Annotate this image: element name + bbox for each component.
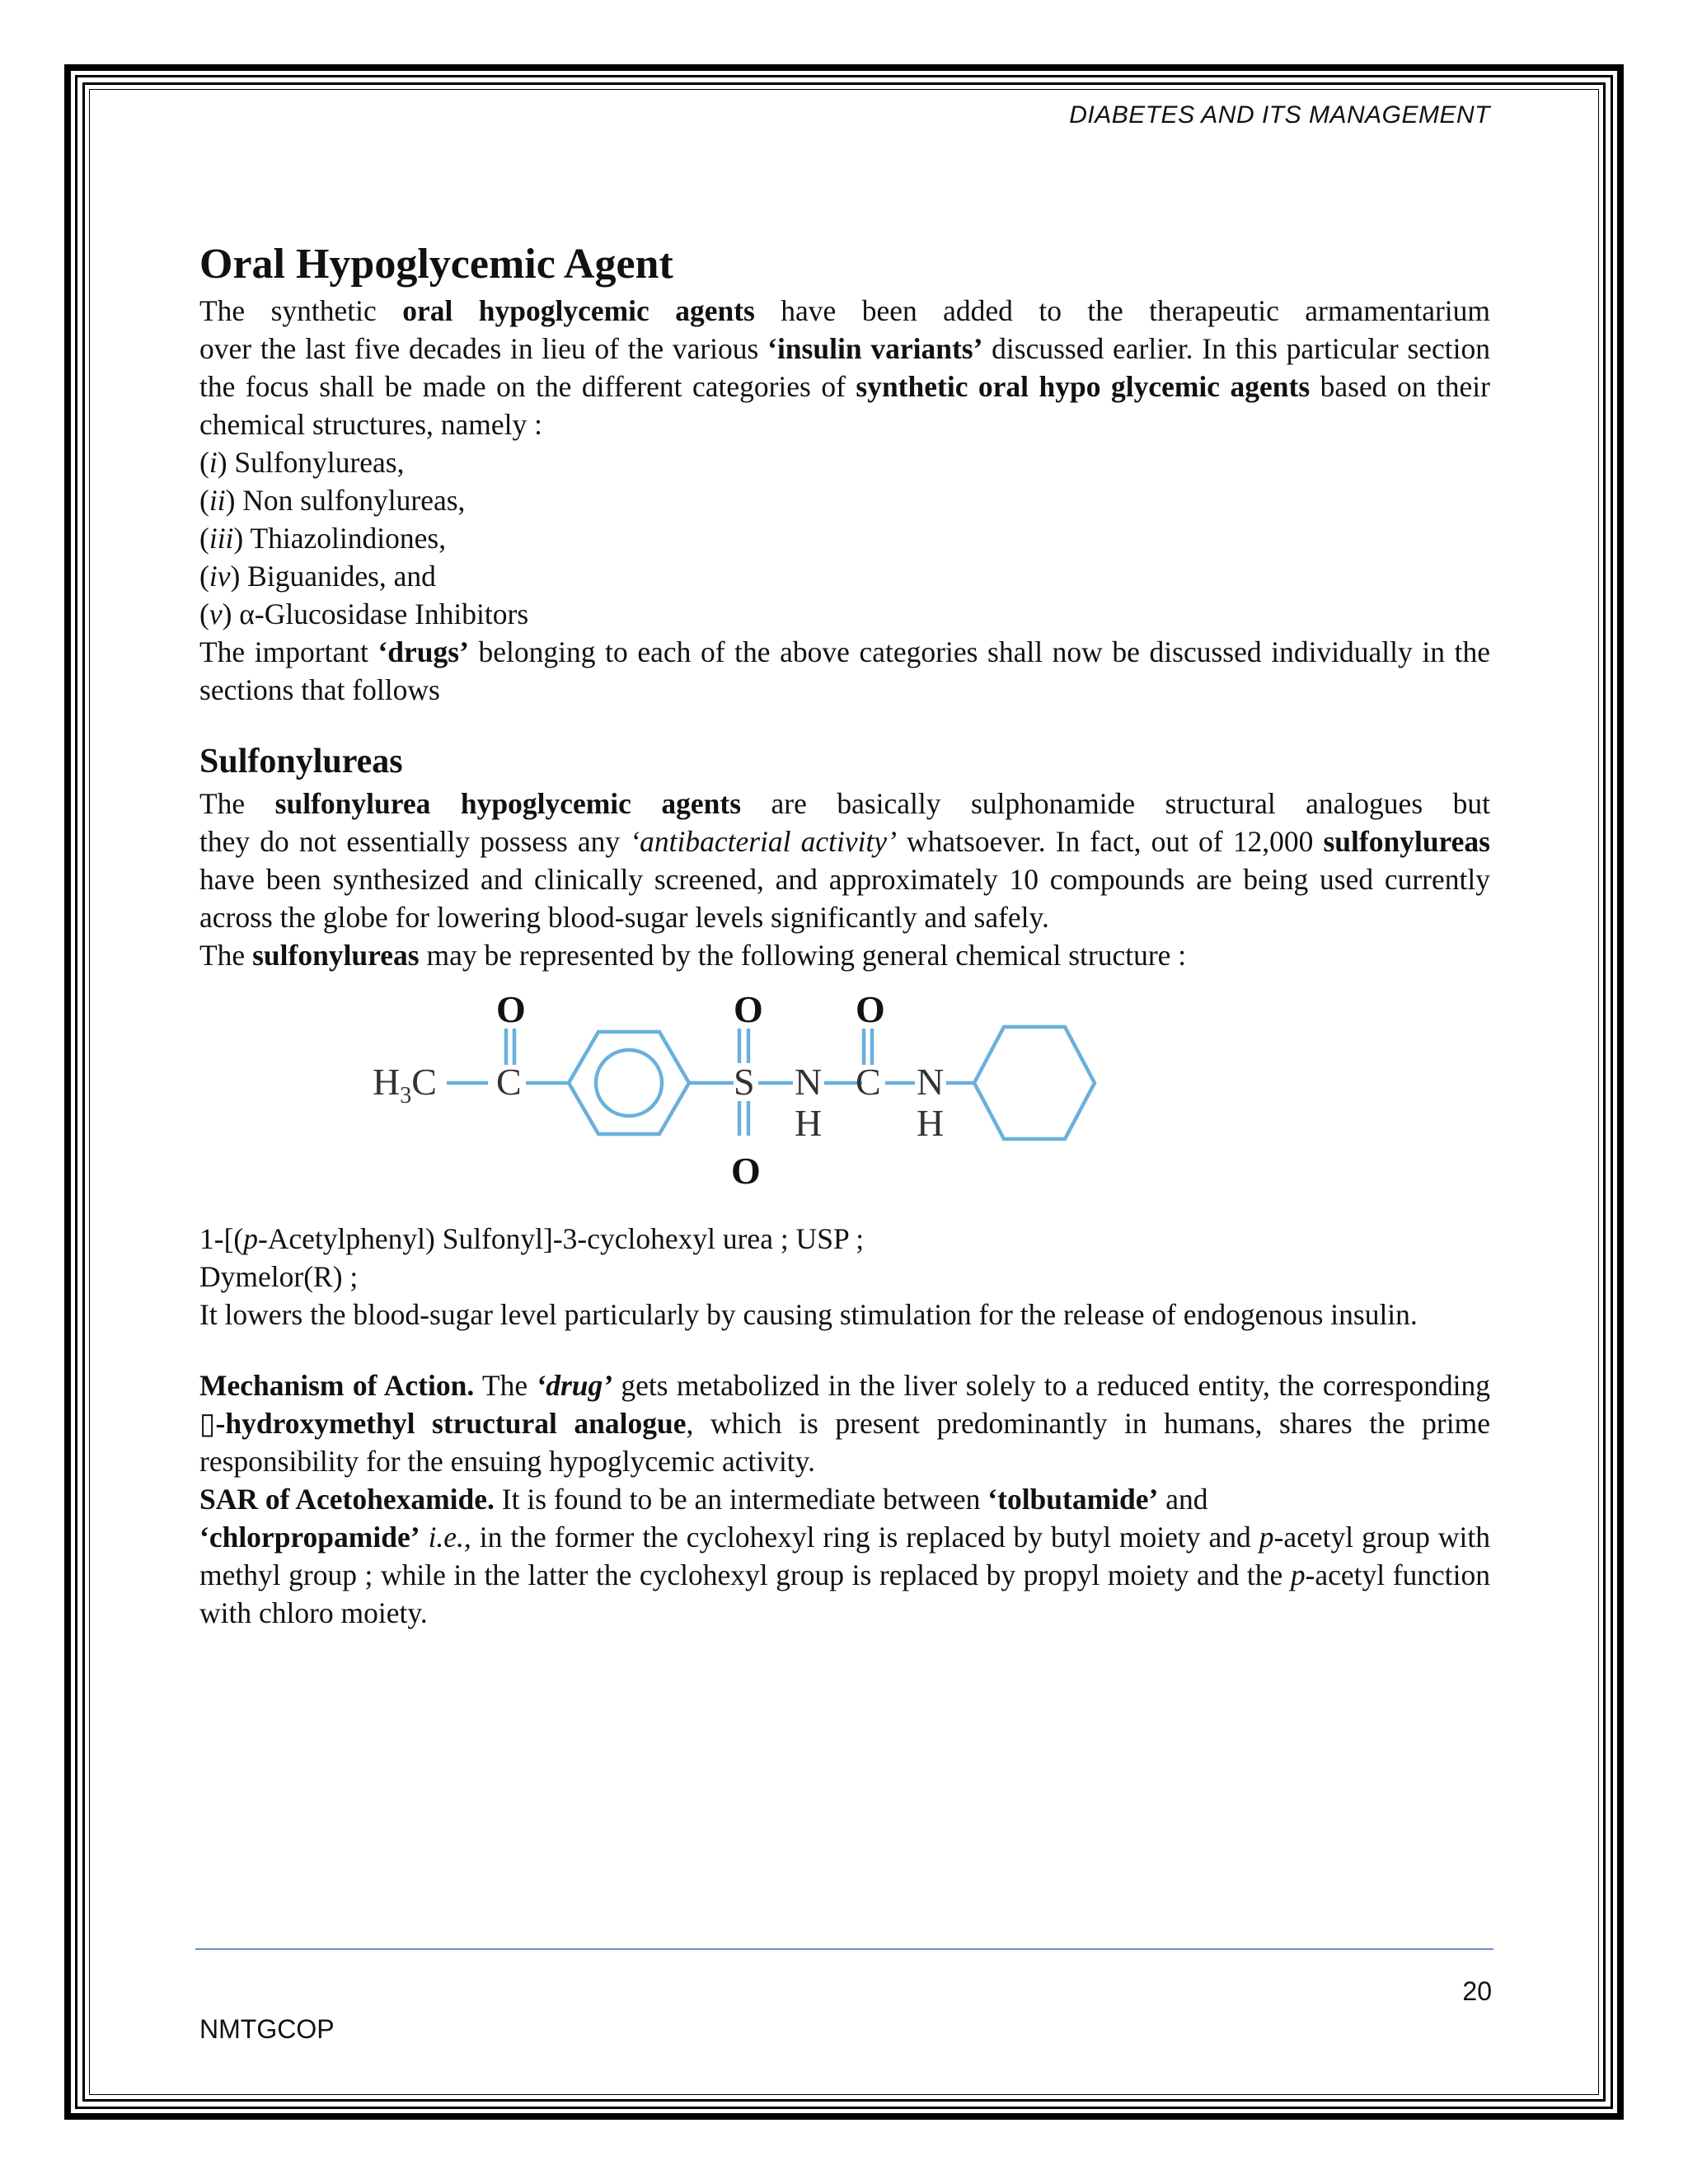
- aromatic-circle: [596, 1050, 662, 1116]
- intro-paragraph: over the last five decades in lieu of the various ‘insulin variants’ discussed earlier. In this particular section the focus shall be made on the different categories of synthetic oral hypo glycemic agents based on their chemical structures, namely :: [199, 332, 1490, 441]
- sar-line-1: SAR of Acetohexamide. It is found to be an intermediate between ‘tolbutamide’ and: [199, 1483, 1208, 1516]
- atom-oxygen: O: [496, 989, 526, 1030]
- footer-divider: [195, 1948, 1493, 1950]
- spacer: [199, 1333, 1490, 1366]
- list-item: (i) Sulfonylureas,: [199, 446, 405, 479]
- atom-carbon: C: [496, 1061, 522, 1103]
- list-item: (iii) Thiazolindiones,: [199, 522, 447, 555]
- page-number: 20: [1462, 1976, 1492, 2006]
- benzene-ring: [569, 1032, 689, 1134]
- intro-line-1: The synthetic oral hypoglycemic agents have been added to the therapeutic armamentarium: [199, 294, 1490, 327]
- section-heading-oral-hypoglycemic: Oral Hypoglycemic Agent: [199, 241, 673, 288]
- page-content: [199, 237, 1490, 1632]
- compound-name: 1-[(p-Acetylphenyl) Sulfonyl]-3-cyclohexyl urea ; USP ;: [199, 1222, 865, 1255]
- atom-hydrogen: H: [795, 1102, 823, 1144]
- category-list: [199, 443, 1490, 633]
- structure-intro: The sulfonylureas may be represented by the following general chemical structure :: [199, 939, 1187, 972]
- sar-paragraph: ‘chlorpropamide’ i.e., in the former the cyclohexyl ring is replaced by butyl moiety and p-acetyl group with methyl group ; while in the latter the cyclohexyl group is replaced by propyl moiety and the p-acetyl function with chloro moiety.: [199, 1521, 1490, 1629]
- atom-h3c-c: C: [411, 1061, 437, 1103]
- atom-nitrogen: N: [795, 1061, 823, 1103]
- atom-carbon: C: [856, 1061, 881, 1103]
- atom-h3c-subscript: 3: [400, 1083, 412, 1108]
- atom-nitrogen: N: [917, 1061, 945, 1103]
- sulfonylurea-line-1: The sulfonylurea hypoglycemic agents are basically sulphonamide structural analogues but: [199, 787, 1490, 820]
- list-item: (ii) Non sulfonylureas,: [199, 484, 466, 517]
- mechanism-paragraph: Mechanism of Action. The ‘drug’ gets metabolized in the liver solely to a reduced entity, the corresponding ▯-hydroxymethyl structural analogue, which is present predominantly in humans, shares the prime responsibility for the ensuing hypoglycemic activity.: [199, 1369, 1490, 1478]
- sulfonylurea-paragraph: they do not essentially possess any ‘antibacterial activity’ whatsoever. In fact, out of 12,000 sulfonylureas have been synthesized and clinically screened, and approximately 10 compounds are being used currently across the globe for lowering blood-sugar levels significantly and safely.: [199, 825, 1490, 934]
- acetohexamide-structure: [364, 989, 1205, 1220]
- closing-paragraph: The important ‘drugs’ belonging to each of the above categories shall now be discussed individually in the sections that follows: [199, 635, 1490, 706]
- atom-hydrogen: H: [917, 1102, 945, 1144]
- list-item: (iv) Biguanides, and: [199, 560, 436, 593]
- running-header: DIABETES AND ITS MANAGEMENT: [1069, 101, 1490, 129]
- atom-sulfur: S: [734, 1061, 755, 1103]
- footer-institution: NMTGCOP: [199, 2014, 335, 2044]
- list-item: (v) α-Glucosidase Inhibitors: [199, 598, 529, 630]
- cyclohexane-ring: [974, 1027, 1095, 1139]
- atom-h3c: [373, 1061, 437, 1108]
- effect-paragraph: It lowers the blood-sugar level particularly by causing stimulation for the release of endogenous insulin.: [199, 1298, 1418, 1331]
- trade-name: Dymelor(R) ;: [199, 1260, 359, 1293]
- section-heading-sulfonylureas: Sulfonylureas: [199, 743, 403, 780]
- atom-oxygen: O: [731, 1150, 761, 1192]
- atom-h3c-h: H: [373, 1061, 401, 1103]
- atom-oxygen: O: [734, 989, 763, 1030]
- atom-oxygen: O: [856, 989, 885, 1030]
